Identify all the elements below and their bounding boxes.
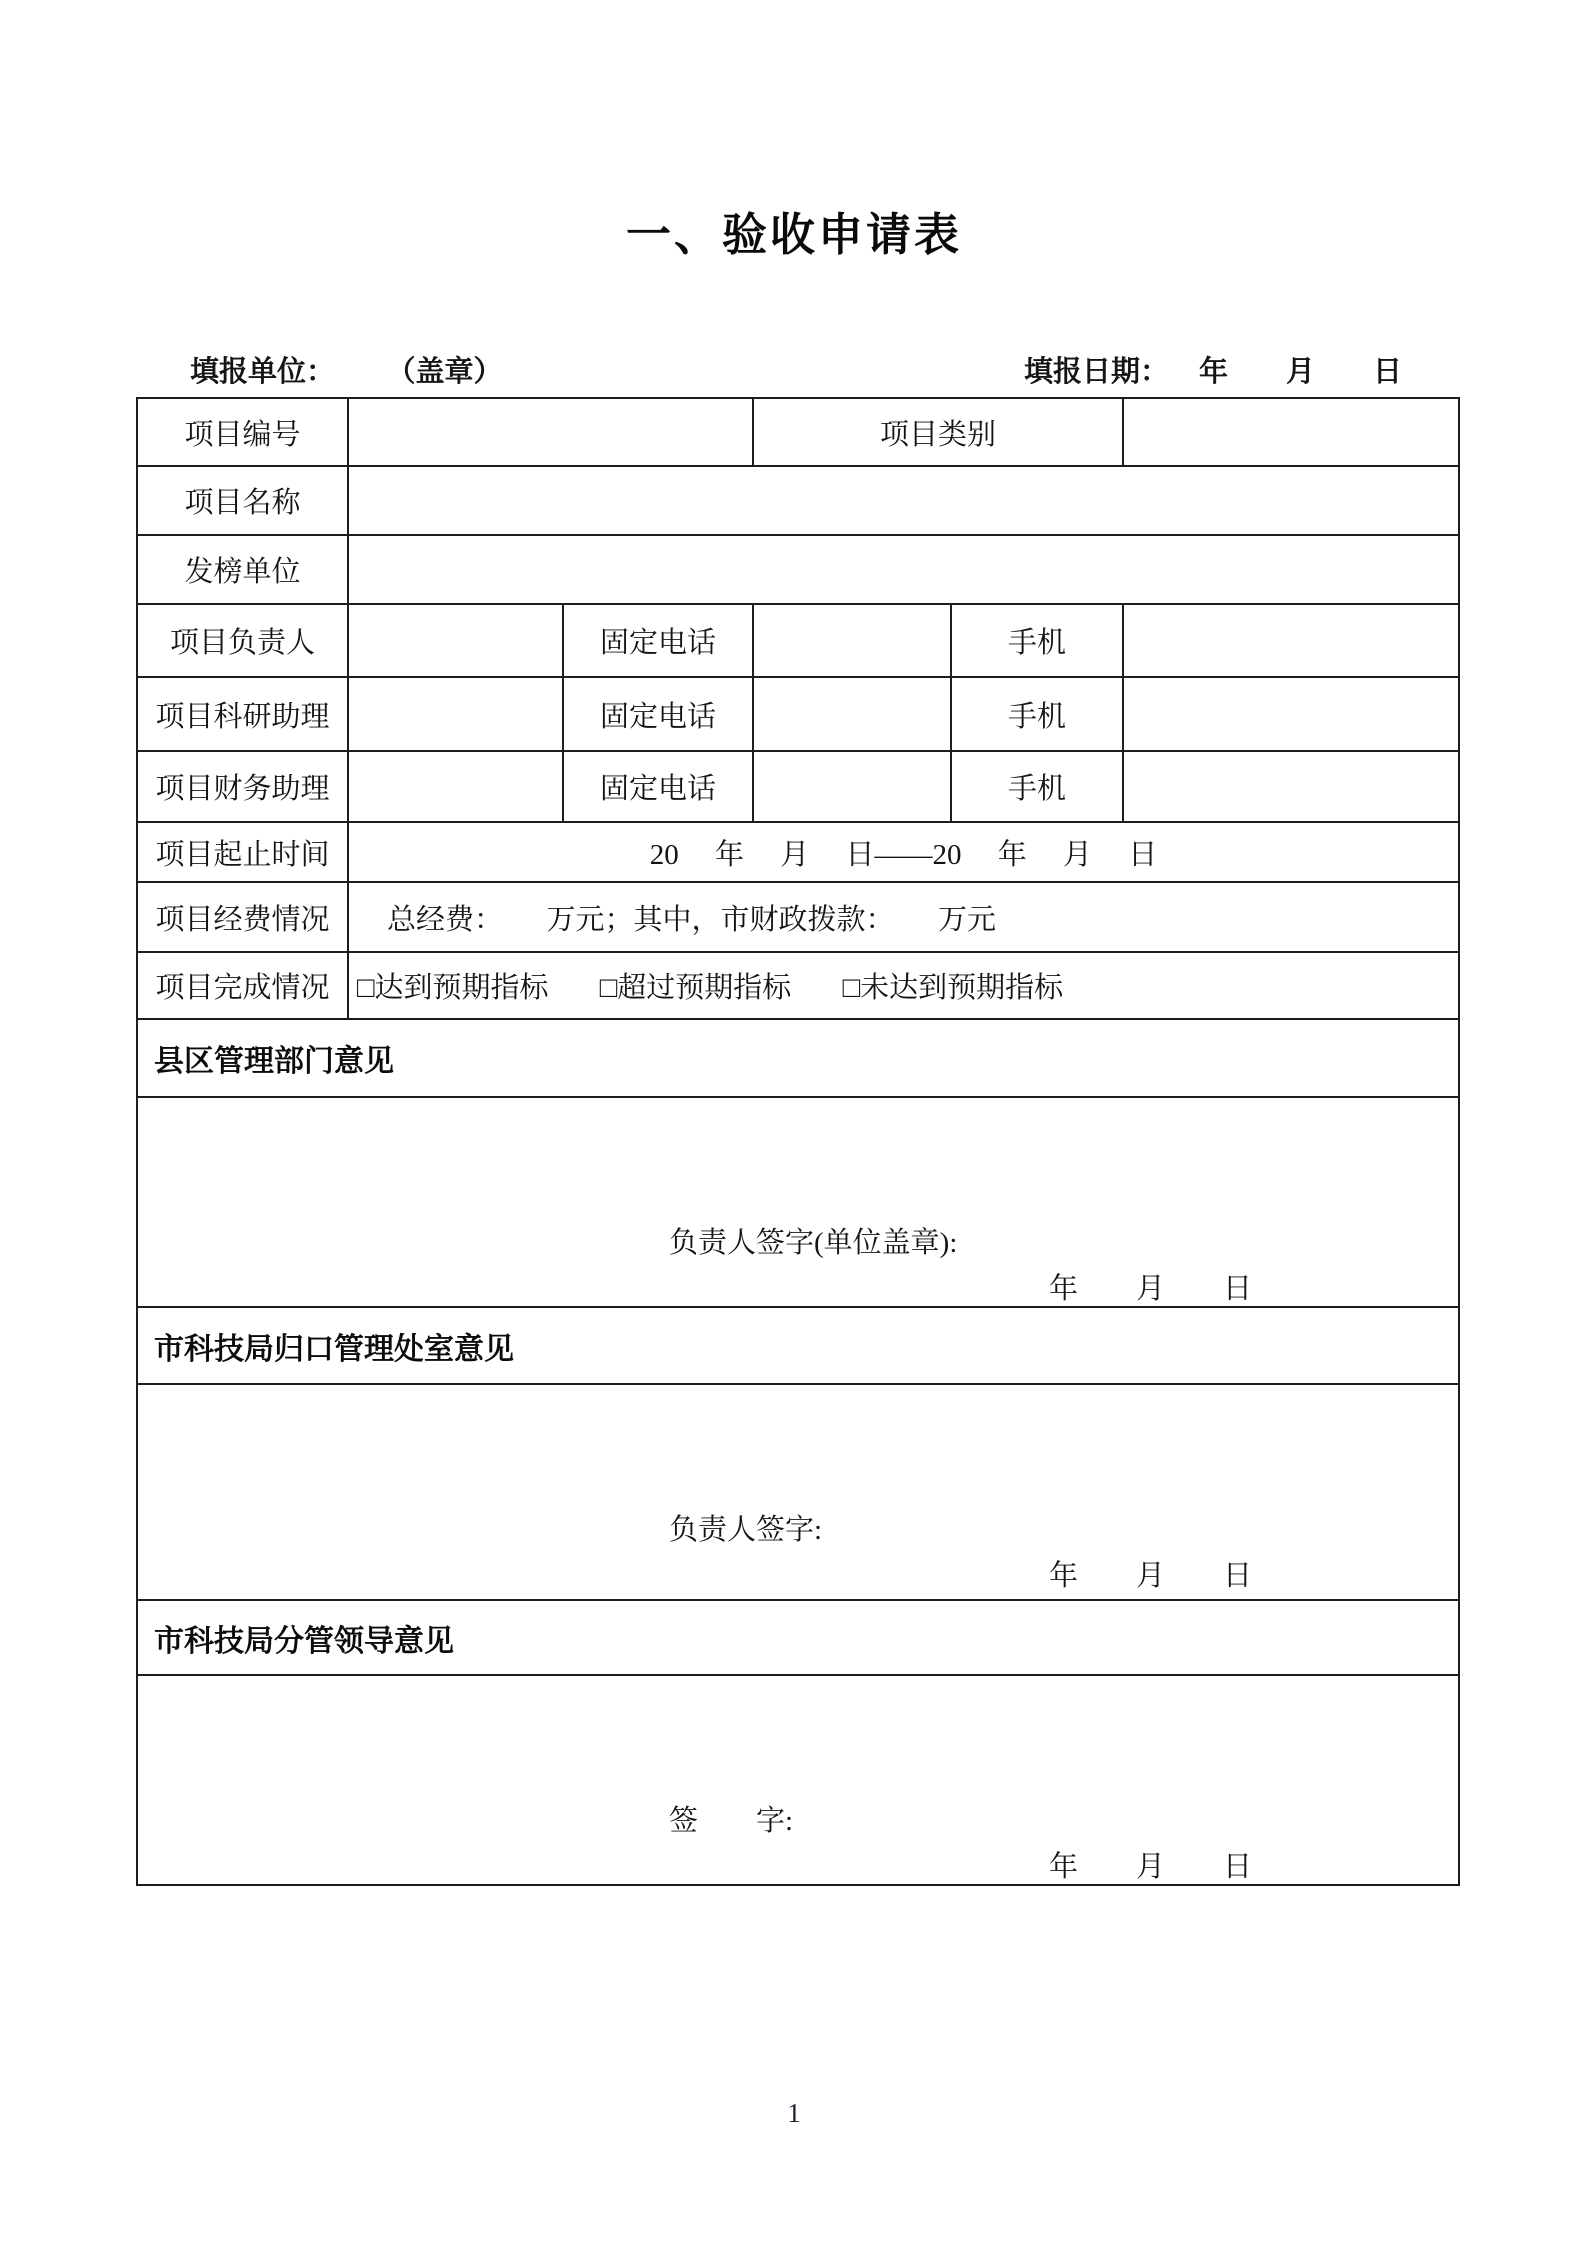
leader-name-input[interactable] (348, 604, 563, 677)
completion-option-not-met[interactable]: □未达到预期指标 (842, 972, 1064, 1004)
completion-option-met[interactable]: □达到预期指标 (357, 972, 549, 1004)
research-assistant-role-label: 项目科研助理 (137, 677, 348, 751)
issuing-unit-input[interactable] (348, 535, 1459, 604)
county-sign-label: 负责人签字(单位盖章): (669, 1227, 958, 1259)
row-county-opinion-title (137, 1019, 1459, 1097)
finance-assistant-phone-label: 固定电话 (563, 751, 753, 822)
county-opinion-area[interactable] (137, 1097, 1459, 1307)
leader-mobile-label: 手机 (951, 604, 1123, 677)
row-project-name (137, 466, 1459, 535)
row-bureau-office-opinion-title (137, 1307, 1459, 1384)
project-category-label: 项目类别 (753, 398, 1123, 466)
filling-unit-label: 填报单位： (190, 356, 336, 388)
bureau-office-date-line: 年 月 日 (1049, 1560, 1253, 1592)
row-funding (137, 882, 1459, 952)
bureau-leader-opinion-title: 市科技局分管领导意见 (137, 1600, 1459, 1675)
duration-label: 项目起止时间 (137, 822, 348, 882)
completion-label: 项目完成情况 (137, 952, 348, 1019)
leader-mobile-input[interactable] (1123, 604, 1459, 677)
row-project-leader (137, 604, 1459, 677)
leader-phone-input[interactable] (753, 604, 951, 677)
finance-assistant-role-label: 项目财务助理 (137, 751, 348, 822)
research-assistant-phone-label: 固定电话 (563, 677, 753, 751)
bureau-office-opinion-area[interactable] (137, 1384, 1459, 1600)
row-issuing-unit (137, 535, 1459, 604)
bureau-office-sign-label: 负责人签字: (669, 1514, 823, 1546)
bureau-leader-date-line: 年 月 日 (1049, 1851, 1253, 1883)
row-county-opinion-body (137, 1097, 1459, 1307)
seal-hint: （盖章） (401, 356, 503, 388)
page-title: 一、验收申请表 (625, 209, 962, 260)
row-project-no (137, 398, 1459, 466)
research-assistant-mobile-input[interactable] (1123, 677, 1459, 751)
filling-date-fields[interactable]: 年 月 日 (1198, 356, 1402, 388)
row-bureau-leader-opinion-title (137, 1600, 1459, 1675)
finance-assistant-name-input[interactable] (348, 751, 563, 822)
filling-date-label: 填报日期： (1023, 356, 1169, 388)
filling-date-group (1024, 349, 1458, 390)
finance-assistant-mobile-label: 手机 (951, 751, 1123, 822)
row-finance-assistant (137, 751, 1459, 822)
application-form-table (136, 397, 1460, 1886)
funding-value[interactable]: 总经费： 万元；其中，市财政拨款： 万元 (348, 882, 1459, 952)
row-duration (137, 822, 1459, 882)
row-bureau-leader-opinion-body (137, 1675, 1459, 1885)
bureau-office-opinion-title: 市科技局归口管理处室意见 (137, 1307, 1459, 1384)
research-assistant-phone-input[interactable] (753, 677, 951, 751)
row-completion (137, 952, 1459, 1019)
project-name-label: 项目名称 (137, 466, 348, 535)
completion-option-exceeded[interactable]: □超过预期指标 (599, 972, 792, 1004)
meta-row (136, 349, 1458, 390)
leader-phone-label: 固定电话 (563, 604, 753, 677)
row-research-assistant (137, 677, 1459, 751)
funding-label: 项目经费情况 (137, 882, 348, 952)
research-assistant-name-input[interactable] (348, 677, 563, 751)
bureau-leader-sign-label: 签 字: (669, 1805, 794, 1837)
project-no-label: 项目编号 (137, 398, 348, 466)
issuing-unit-label: 发榜单位 (137, 535, 348, 604)
project-category-input[interactable] (1123, 398, 1459, 466)
finance-assistant-phone-input[interactable] (753, 751, 951, 822)
county-date-line: 年 月 日 (1049, 1273, 1253, 1305)
county-opinion-title: 县区管理部门意见 (137, 1019, 1459, 1097)
leader-role-label: 项目负责人 (137, 604, 348, 677)
duration-value[interactable]: 20 年 月 日——20 年 月 日 (348, 822, 1459, 882)
row-bureau-office-opinion-body (137, 1384, 1459, 1600)
completion-options (348, 952, 1459, 1019)
finance-assistant-mobile-input[interactable] (1123, 751, 1459, 822)
filling-unit-group (136, 349, 503, 390)
bureau-leader-opinion-area[interactable] (137, 1675, 1459, 1885)
page-number: 1 (787, 2098, 801, 2128)
project-name-input[interactable] (348, 466, 1459, 535)
research-assistant-mobile-label: 手机 (951, 677, 1123, 751)
project-no-input[interactable] (348, 398, 753, 466)
